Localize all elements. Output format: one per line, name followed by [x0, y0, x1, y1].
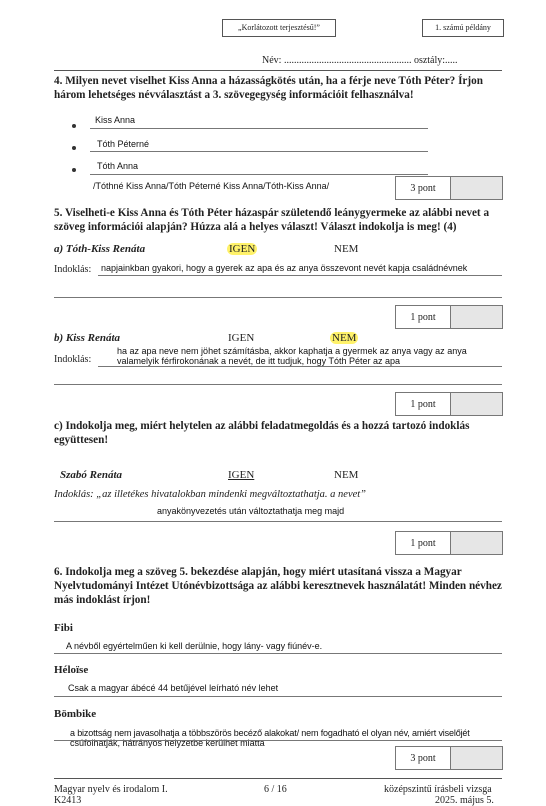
copy-number: 1. számú példány	[422, 19, 504, 37]
name-dots: ...................................................	[283, 55, 412, 66]
q6-answer-bombike-2: csúfolhatják, hátrányos helyzetbe kerülhet miatta	[70, 738, 265, 748]
name-label: Név:	[262, 55, 282, 66]
q5c-nem[interactable]: NEM	[334, 469, 359, 481]
q5c-name: Szabó Renáta	[60, 469, 123, 481]
q4-score-label: 3 pont	[396, 177, 451, 199]
q5a-label: a) Tóth-Kiss Renáta	[54, 243, 146, 255]
q6-answer-heloise: Csak a magyar ábécé 44 betűjével leírható név lehet	[68, 683, 279, 693]
q5c-igen[interactable]: IGEN	[228, 469, 255, 481]
q6-answer-fibi: A névből egyértelműen ki kell derülnie, hogy lány- vagy fiúnév-e.	[66, 641, 323, 651]
q6-score-label: 3 pont	[396, 747, 451, 769]
footer-exam: középszintű írásbeli vizsga	[384, 784, 492, 795]
q5c-text: c) Indokolja meg, miért helytelen az alábbi feladatmegoldás és a hozzá tartozó indoklás együttesen!	[54, 420, 470, 446]
footer-subject: Magyar nyelv és irodalom I.	[54, 784, 168, 795]
q4-answer-2: Tóth Péterné	[97, 139, 150, 149]
q5c-score-label: 1 pont	[396, 532, 451, 554]
q5b-score-box	[395, 392, 503, 416]
q5c-score-box	[395, 531, 503, 555]
q6-name-bombike: Bömbike	[54, 708, 97, 720]
bullet-icon	[72, 168, 76, 172]
footer-code: K2413	[54, 795, 82, 806]
q6-answer-bombike: a bizottság nem javasolhatja a többszörös becéző alakokat/ nem fogadható el olyan név, amiért viselőjét	[70, 728, 470, 738]
q6-text: 6. Indokolja meg a szöveg 5. bekezdése alapján, hogy miért utasítaná vissza a Magyar Nyelvtudományi Intézet Utónévbizottsága az alábbi keresztnevek használatát! Minden névhez más indoklást írjon!	[54, 566, 502, 606]
name-row	[262, 55, 458, 66]
q5-text: 5. Viselheti-e Kiss Anna és Tóth Péter házaspár születendő leánygyermeke az alábbi nevet a szöveg információi alapján? Húzza alá a helyes választ! Választ indokolja is meg! (4)	[54, 207, 490, 233]
q5c-indoklas: Indoklás: „az illetékes hivatalokban mindenki megváltoztathatja. a nevet”	[54, 489, 367, 500]
q5a-score-label: 1 pont	[396, 306, 451, 328]
q6-name-heloise: Héloïse	[54, 664, 89, 676]
footer-date: 2025. május 5.	[435, 795, 494, 806]
q5b-nem[interactable]: NEM	[332, 332, 357, 344]
q6-score-box	[395, 746, 503, 770]
q5a-answer: napjainkban gyakori, hogy a gyerek az apa és az anya összevont nevét kapja családnévnek	[101, 263, 468, 273]
bullet-icon	[72, 124, 76, 128]
q5b-score-label: 1 pont	[396, 393, 451, 415]
class-label: osztály:.....	[413, 55, 458, 66]
q5a-score-box	[395, 305, 503, 329]
q4-answer-1: Kiss Anna	[95, 115, 136, 125]
q4-score-box	[395, 176, 503, 200]
q5b-label: b) Kiss Renáta	[54, 332, 121, 344]
q4-text: 4. Milyen nevet viselhet Kiss Anna a házasságkötés után, ha a férje neve Tóth Péter? Írjon három lehetséges névválasztást a 3. szövegegység információit felhasználva!	[54, 75, 483, 101]
q5b-answer-2: valamelyik férfirokonának a nevét, de itt tudjuk, hogy Tóth Péter az apa	[117, 356, 400, 366]
q6-name-fibi: Fibi	[54, 622, 73, 634]
q5c-answer: anyakönyvezetés után változtathatja meg majd	[157, 506, 345, 516]
q5a-nem[interactable]: NEM	[334, 243, 359, 255]
bullet-icon	[72, 146, 76, 150]
q4-extra-answer: /Tóthné Kiss Anna/Tóth Péterné Kiss Anna/Tóth-Kiss Anna/	[93, 181, 330, 191]
q5b-igen[interactable]: IGEN	[228, 332, 255, 344]
q5b-indoklas-label: Indoklás:	[54, 354, 92, 365]
q4-answer-3: Tóth Anna	[97, 161, 139, 171]
restricted-notice: „Korlátozott terjesztésű!”	[222, 19, 336, 37]
q5b-answer-1: ha az apa neve nem jöhet számításba, akkor kaphatja a gyermek az anya vagy az anya	[117, 346, 467, 356]
footer-page: 6 / 16	[264, 784, 287, 795]
q5a-indoklas-label: Indoklás:	[54, 264, 92, 275]
q5a-igen[interactable]: IGEN	[229, 243, 256, 255]
